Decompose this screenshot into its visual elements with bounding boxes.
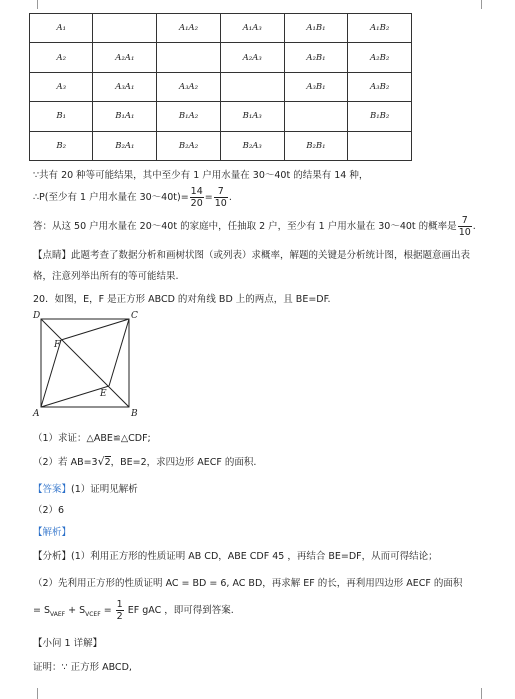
table-cell: A₁A₂ — [157, 14, 221, 43]
label-f: F — [54, 340, 61, 350]
table-cell: A₃B₁ — [284, 72, 348, 101]
question-title: 20．如图，E，F 是正方形 ABCD 的对角线 BD 上的两点，且 BE=DF. — [33, 294, 331, 305]
analysis-line: 【分析】(1）利用正方形的性质证明 AB CD，ABE CDF 45 ，再结合 BE=DF，从而可得结论； — [33, 551, 438, 562]
table-cell: A₁B₁ — [284, 14, 348, 43]
fraction — [116, 599, 124, 622]
part-2 — [33, 454, 256, 468]
table-cell: A₁B₂ — [348, 14, 412, 43]
text-segment: + S — [65, 605, 86, 616]
table-row — [30, 43, 412, 72]
table-cell: A₃B₂ — [348, 72, 412, 101]
table-cell: A₂A₃ — [220, 43, 284, 72]
square-figure — [30, 307, 140, 419]
table-cell — [348, 131, 412, 160]
table-cell — [284, 102, 348, 131]
fraction — [190, 186, 204, 209]
table-cell: B₂A₁ — [93, 131, 157, 160]
segment-ae — [41, 386, 109, 407]
table-row — [30, 102, 412, 131]
table-cell: B₁B₂ — [348, 102, 412, 131]
answer-line — [33, 215, 476, 238]
table-cell: B₁A₃ — [220, 102, 284, 131]
text-segment: ，BE=2，求四边形 AECF 的面积. — [110, 457, 257, 468]
table-cell: A₃ — [30, 72, 93, 101]
table-cell — [220, 72, 284, 101]
table-cell — [157, 43, 221, 72]
table-row — [30, 131, 412, 160]
segment-ec — [109, 319, 129, 386]
page-corner-mark — [29, 688, 38, 699]
text-segment: (1）证明见解析 — [71, 484, 138, 495]
label-e: E — [100, 389, 107, 399]
proof-line: 证明：∵ 正方形 ABCD, — [33, 662, 132, 673]
numerator: 7 — [458, 215, 472, 227]
text-segment: EF gAC ，即可得到答案. — [124, 605, 234, 616]
table-cell: B₂ — [30, 131, 93, 160]
text-line: 【点睛】此题考查了数据分析和画树状图（或列表）求概率，解题的关键是分析统计图，根据题意画出表 — [33, 250, 471, 261]
table-cell: A₂ — [30, 43, 93, 72]
numerator: 14 — [190, 186, 203, 197]
text-line: 格，注意列举出所有的等可能结果. — [33, 271, 179, 282]
denominator: 20 — [190, 198, 203, 209]
label-b: B — [131, 409, 138, 419]
segment-fc — [61, 319, 129, 340]
answer-line — [33, 481, 138, 495]
table-row — [30, 14, 412, 43]
table-cell: A₂B₁ — [284, 43, 348, 72]
table-cell: A₃A₁ — [93, 72, 157, 101]
text-segment: . — [228, 192, 232, 203]
text-segment: （2）若 AB=3 — [33, 457, 98, 468]
text-segment: 答：从这 50 户用水量在 20～40t 的家庭中，任抽取 2 户，至少有 1 户用水量在 30～40t 的概率是 — [33, 221, 457, 232]
subsection-title: 【小问 1 详解】 — [33, 638, 103, 649]
subscript: VCEF — [85, 610, 101, 618]
denominator: 2 — [116, 611, 123, 622]
segment-af — [41, 340, 61, 407]
label-a: A — [33, 409, 40, 419]
page-corner-mark — [481, 688, 490, 699]
numerator: 7 — [214, 186, 228, 198]
table-row — [30, 72, 412, 101]
solution-line: （2）先利用正方形的性质证明 AC = BD = 6, AC BD，再求解 EF 的长，再利用四边形 AECF 的面积 — [33, 578, 463, 589]
table-cell: A₂B₂ — [348, 43, 412, 72]
text-segment: . — [472, 221, 476, 232]
part-1: （1）求证：△ABE≌△CDF; — [33, 433, 151, 444]
table-cell: B₂A₃ — [220, 131, 284, 160]
table-cell: B₂B₁ — [284, 131, 348, 160]
denominator: 10 — [214, 198, 227, 209]
outcome-table — [29, 13, 412, 161]
table-cell: B₁A₁ — [93, 102, 157, 131]
table-cell: A₁ — [30, 14, 93, 43]
text-segment: ∴P(至少有 1 户用水量在 30～40t)= — [33, 192, 189, 203]
numerator: 1 — [116, 599, 123, 610]
table-cell: B₁A₂ — [157, 102, 221, 131]
fraction — [458, 215, 472, 238]
table-cell: B₁ — [30, 102, 93, 131]
text-segment: = S — [33, 605, 51, 616]
analysis-label: 【解析】 — [33, 527, 72, 538]
text-line: ∵共有 20 种等可能结果，其中至少有 1 户用水量在 30～40t 的结果有 14 种， — [33, 170, 369, 181]
sqrt-sign: √ — [97, 455, 105, 468]
page-corner-mark — [29, 0, 38, 9]
table-cell: B₂A₂ — [157, 131, 221, 160]
table-cell: A₁A₃ — [220, 14, 284, 43]
area-formula — [33, 599, 234, 622]
sqrt-radicand: 2 — [104, 457, 111, 468]
label-d: D — [33, 311, 41, 321]
answer-label: 【答案】 — [33, 484, 72, 495]
denominator: 10 — [458, 227, 471, 238]
text-segment: = — [100, 605, 115, 616]
label-c: C — [131, 311, 138, 321]
probability-line — [33, 186, 232, 209]
table-cell — [93, 14, 157, 43]
table-cell: A₃A₂ — [157, 72, 221, 101]
subscript: VAEF — [50, 610, 66, 618]
text-segment: = — [204, 192, 213, 203]
table-cell: A₂A₁ — [93, 43, 157, 72]
page-corner-mark — [481, 0, 490, 9]
answer-2: （2）6 — [33, 505, 65, 516]
fraction — [214, 186, 228, 209]
